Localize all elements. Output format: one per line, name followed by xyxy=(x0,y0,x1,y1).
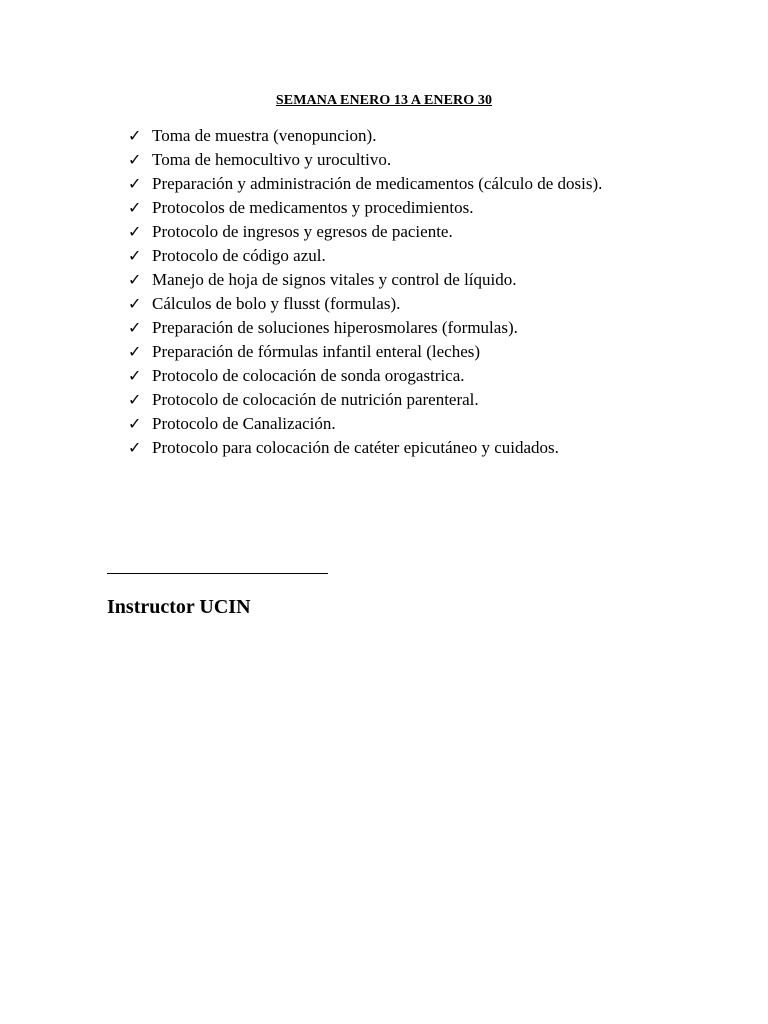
checkmark-icon: ✓ xyxy=(128,294,142,313)
list-item-text: Preparación y administración de medicamentos (cálculo de dosis). xyxy=(152,174,603,193)
list-item xyxy=(128,172,602,196)
checkmark-icon: ✓ xyxy=(128,342,142,361)
list-item-text: Protocolo para colocación de catéter epicutáneo y cuidados. xyxy=(152,438,559,457)
list-item-text: Protocolos de medicamentos y procedimientos. xyxy=(152,198,474,217)
checkmark-icon: ✓ xyxy=(128,198,142,217)
list-item xyxy=(128,220,602,244)
list-item xyxy=(128,292,602,316)
checkmark-icon: ✓ xyxy=(128,222,142,241)
list-item-text: Manejo de hoja de signos vitales y control de líquido. xyxy=(152,270,517,289)
list-item xyxy=(128,124,602,148)
checkmark-icon: ✓ xyxy=(128,246,142,265)
checkmark-icon: ✓ xyxy=(128,318,142,337)
list-item-text: Preparación de fórmulas infantil enteral (leches) xyxy=(152,342,481,361)
list-item xyxy=(128,316,602,340)
document-title: SEMANA ENERO 13 A ENERO 30 xyxy=(275,93,493,108)
checkmark-icon: ✓ xyxy=(128,414,142,433)
list-item-text: Preparación de soluciones hiperosmolares (formulas). xyxy=(152,318,518,337)
list-item xyxy=(128,388,602,412)
list-item-text: Toma de muestra (venopuncion). xyxy=(152,126,377,145)
checkmark-icon: ✓ xyxy=(128,126,142,145)
checkmark-icon: ✓ xyxy=(128,174,142,193)
signature-line xyxy=(107,573,328,574)
list-item xyxy=(128,196,602,220)
list-item-text: Protocolo de colocación de sonda orogastrica. xyxy=(152,366,465,385)
list-item-text: Protocolo de código azul. xyxy=(152,246,326,265)
list-item xyxy=(128,412,602,436)
list-item xyxy=(128,436,602,460)
checkmark-icon: ✓ xyxy=(128,438,142,457)
checkmark-icon: ✓ xyxy=(128,270,142,289)
list-item-text: Protocolo de ingresos y egresos de paciente. xyxy=(152,222,453,241)
signature-label: Instructor UCIN xyxy=(107,596,251,618)
checkmark-icon: ✓ xyxy=(128,390,142,409)
list-item xyxy=(128,244,602,268)
list-item xyxy=(128,340,602,364)
list-item xyxy=(128,268,602,292)
list-item xyxy=(128,364,602,388)
list-item-text: Toma de hemocultivo y urocultivo. xyxy=(152,150,392,169)
procedure-checklist xyxy=(128,124,602,460)
list-item-text: Protocolo de Canalización. xyxy=(152,414,336,433)
checkmark-icon: ✓ xyxy=(128,150,142,169)
list-item xyxy=(128,148,602,172)
list-item-text: Cálculos de bolo y flusst (formulas). xyxy=(152,294,401,313)
checkmark-icon: ✓ xyxy=(128,366,142,385)
list-item-text: Protocolo de colocación de nutrición parenteral. xyxy=(152,390,479,409)
